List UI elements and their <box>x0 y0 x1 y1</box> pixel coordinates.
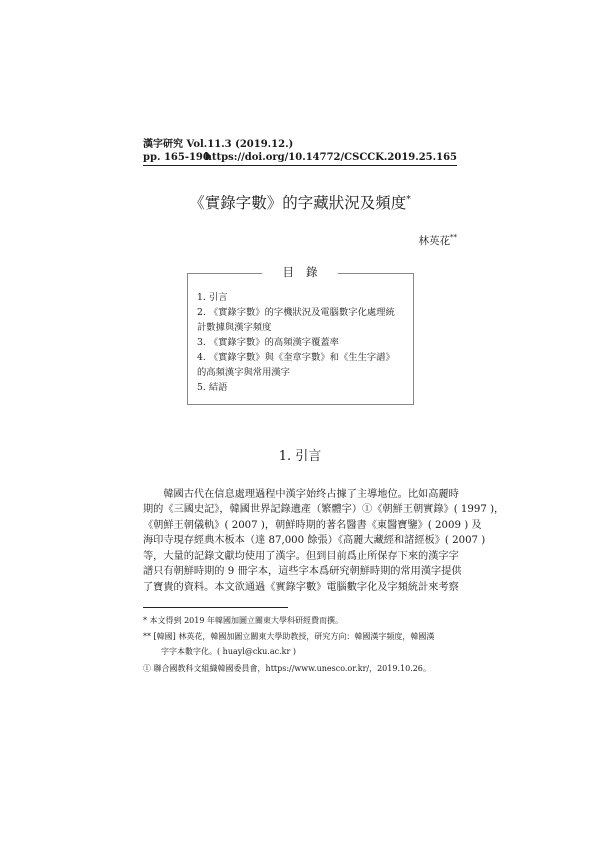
footnote-author <box>143 629 457 659</box>
toc-item[interactable]: 2. 《實錄字數》的字機狀況及電腦數字化處理統 <box>197 307 395 318</box>
toc-item[interactable]: 3. 《實錄字數》的高頻漢字覆蓋率 <box>197 337 339 348</box>
journal-name: 漢字研究 Vol.11.3 (2019.12.) <box>143 139 294 150</box>
toc-item[interactable]: 5. 結語 <box>197 382 228 393</box>
title-text: 《實錄字數》的字藏狀況及頻度 <box>189 194 407 213</box>
toc-list <box>197 290 412 395</box>
body-line: 海印寺現存經典木板本（達 87,000 餘張）《高麗大藏經和諸經板》( 2007 ) <box>143 535 486 547</box>
body-line: 等，大量的記錄文獻均使用了漢字。但到目前爲止所保存下來的漢字字 <box>143 550 459 562</box>
toc-item-continuation[interactable]: 的高頻漢字與常用漢字 <box>197 367 290 378</box>
footnote-rule <box>143 607 288 608</box>
body-paragraph <box>143 487 505 595</box>
body-line: 期的《三國史記》，韓國世界記錄遺產（繁體字）①《朝鮮王朝實錄》( 1997 )， <box>143 504 505 516</box>
footnote-author-line: ** [韓國] 林英花，韓國加圖立關東大學助教授，研究方向：韓國漢字頻度，韓國漢 <box>143 632 435 641</box>
body-line: 韓國古代在信息處理過程中漢字始终占據了主導地位。比如高麗時 <box>143 489 459 500</box>
footnote-unesco: ① 聯合國教科文組織韓國委員會，https://www.unesco.or.kr/，2019.10.26。 <box>143 664 431 673</box>
section-heading: 1. 引言 <box>278 449 322 464</box>
title-footnote-mark[interactable]: * <box>406 195 411 205</box>
author-text: 林英花 <box>418 235 450 247</box>
footnote-funding: * 本文得到 2019 年韓國加圖立關東大學科研經費而撰。 <box>143 616 343 625</box>
page-range: pp. 165-190 <box>143 152 210 163</box>
author-footnote-mark[interactable]: ** <box>450 233 457 242</box>
header-rule <box>143 165 457 166</box>
doi-link[interactable]: https://doi.org/10.14772/CSCCK.2019.25.165 <box>204 152 457 163</box>
article-title <box>143 190 457 213</box>
toc-item[interactable]: 1. 引言 <box>197 292 228 303</box>
toc-item-continuation[interactable]: 計數據與漢字頻度 <box>197 322 272 333</box>
toc-heading: 目錄 <box>262 264 338 280</box>
author-name <box>419 233 458 248</box>
body-line: 譜只有朝鮮時期的 9 冊字本，這些字本爲研究朝鮮時期的常用漢字提供 <box>143 566 462 578</box>
body-line: 了寶貴的資料。本文欲通過《實錄字數》電腦數字化及字頻統計來考察 <box>143 581 459 593</box>
body-line: 《朝鮮王朝儀軌》( 2007 )，朝鮮時期的著名醫書《東醫寶鑒》( 2009 ) 及 <box>143 519 482 531</box>
toc-item[interactable]: 4. 《實錄字數》與《奎章字數》和《生生字譜》 <box>197 352 395 363</box>
footnote-author-line: 字字本數字化。( huayl@cku.ac.kr ) <box>161 647 296 656</box>
